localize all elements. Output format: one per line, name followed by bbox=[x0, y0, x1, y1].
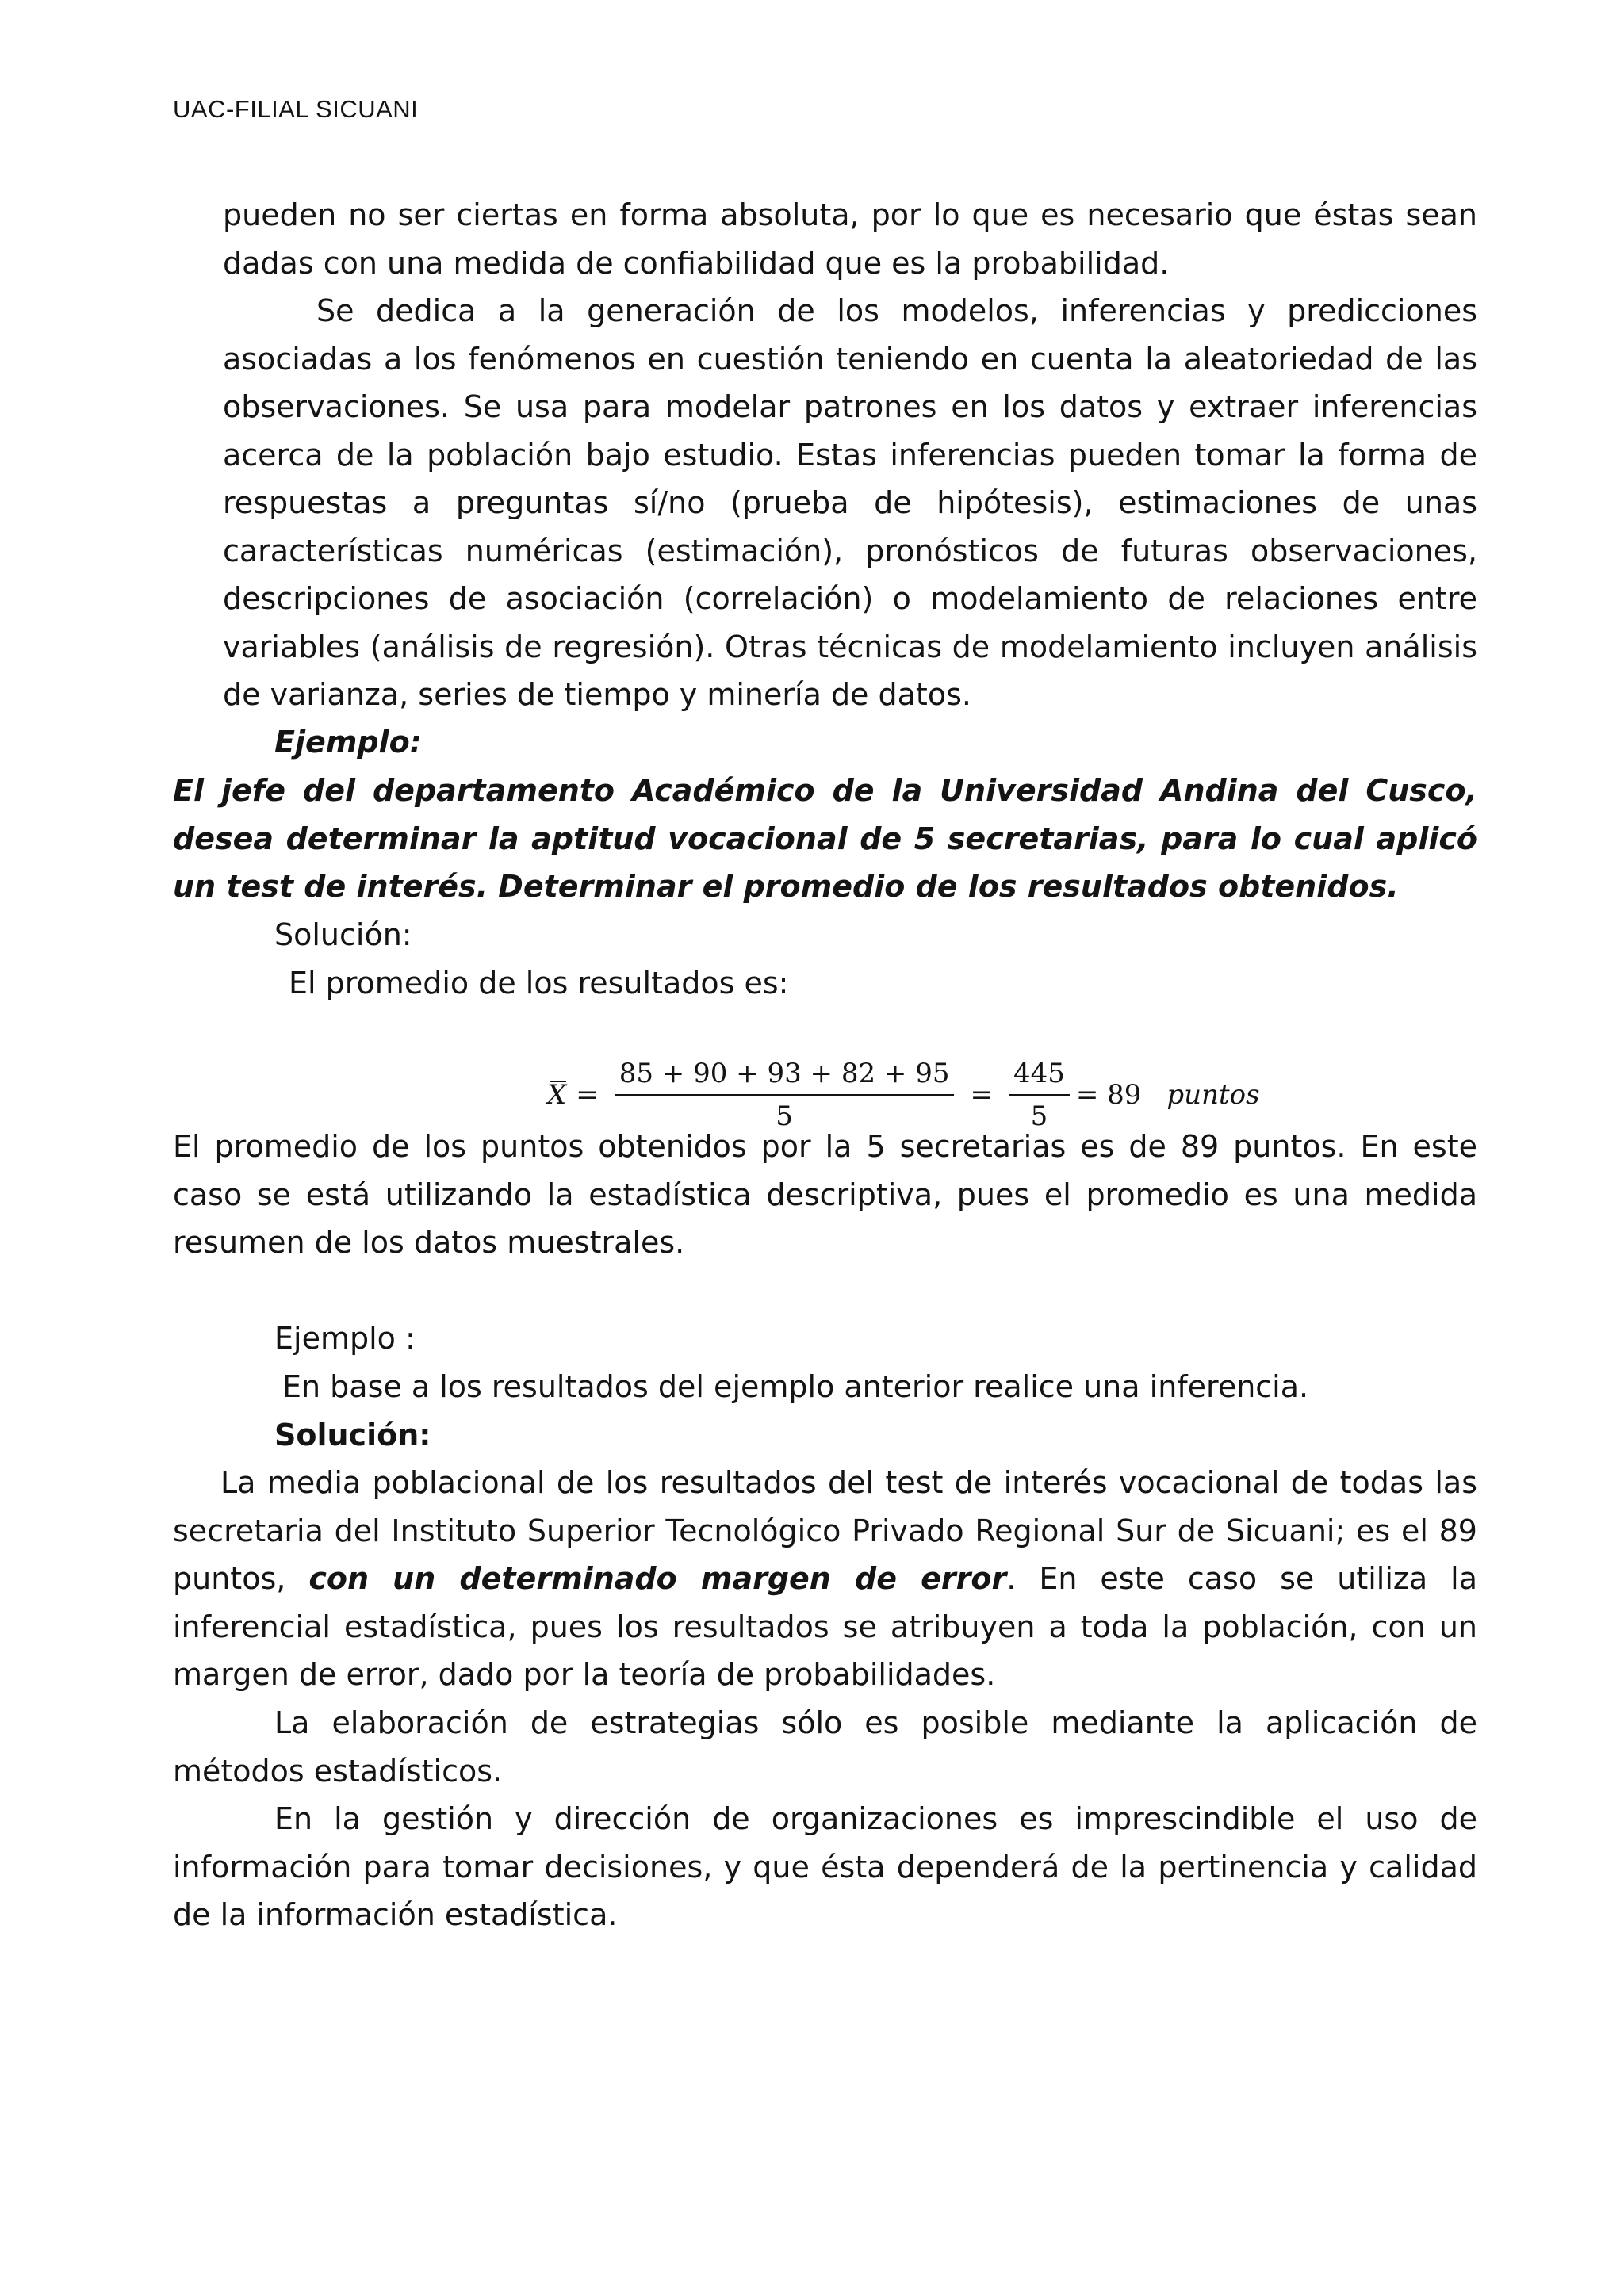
equals-sign: = bbox=[970, 1079, 993, 1111]
example-1-heading: Ejemplo: bbox=[274, 725, 422, 760]
equals-sign: = bbox=[576, 1079, 599, 1111]
answer-emphasis: con un determinado margen de error bbox=[308, 1561, 1007, 1596]
paragraph-inferential-statistics: Se dedica a la generación de los modelos, inferencias y predicciones asociadas a los fenómenos en cuestión teniendo en cuenta la aleatoriedad de las observaciones. Se usa para modelar patrones en los datos y extraer inferencias acerca de la población bajo estudio. Estas inferencias pueden tomar la forma de respuestas a preguntas sí/no (prueba de hipótesis), estimaciones de unas características numéricas (estimación), pronósticos de futuras observaciones, descripciones de asociación (correlación) o modelamiento de relaciones entre variables (análisis de regresión). Otras técnicas de modelamiento incluyen análisis de varianza, series de tiempo y minería de datos. bbox=[223, 293, 1477, 712]
answer-text-part2: . En este caso se utiliza la inferencial estadística, pues los resultados se atribuyen a toda la población, con un margen de error, dado por la teoría de probabilidades. bbox=[173, 1561, 1477, 1692]
example-1-solution-label: Solución: bbox=[274, 917, 412, 952]
total-numerator: 445 bbox=[1009, 1058, 1070, 1096]
example-2-answer bbox=[173, 1459, 1477, 1699]
page-header: UAC-FILIAL SICUANI bbox=[173, 95, 419, 123]
example-1-statement: El jefe del departamento Académico de la Universidad Andina del Cusco, desea determinar la aptitud vocacional de 5 secretarias, para lo cual aplicó un test de interés. Determinar el promedio de los resultados obtenidos. bbox=[173, 773, 1477, 904]
answer-text-part1: La media poblacional de los resultados del test de interés vocacional de todas las secretaria del Instituto Superior Tecnológico Privado Regional Sur de Sicuani; es el 89 puntos, bbox=[173, 1465, 1477, 1596]
sum-fraction bbox=[615, 1058, 955, 1132]
sum-numerator: 85 + 90 + 93 + 82 + 95 bbox=[615, 1058, 955, 1096]
sum-denominator: 5 bbox=[776, 1100, 793, 1132]
paragraph-strategies: La elaboración de estrategias sólo es posible mediante la aplicación de métodos estadísticos. bbox=[173, 1705, 1477, 1789]
total-denominator: 5 bbox=[1030, 1100, 1048, 1132]
total-fraction bbox=[1009, 1058, 1070, 1132]
mean-symbol: X bbox=[547, 1079, 567, 1111]
example-2-statement: En base a los resultados del ejemplo anterior realice una inferencia. bbox=[282, 1369, 1309, 1404]
mean-units: puntos bbox=[1166, 1079, 1260, 1111]
paragraph-continuation: pueden no ser ciertas en forma absoluta, por lo que es necesario que éstas sean dadas con una medida de confiabilidad que es la probabilidad. bbox=[223, 197, 1477, 281]
example-1-conclusion: El promedio de los puntos obtenidos por la 5 secretarias es de 89 puntos. En este caso se está utilizando la estadística descriptiva, pues el promedio es una medida resumen de los datos muestrales. bbox=[173, 1129, 1477, 1260]
example-2-heading: Ejemplo : bbox=[274, 1321, 416, 1356]
example-2-solution-label: Solución: bbox=[274, 1418, 431, 1452]
example-1-solution-intro: El promedio de los resultados es: bbox=[289, 966, 789, 1001]
mean-result: = 89 bbox=[1075, 1079, 1142, 1111]
paragraph-management: En la gestión y dirección de organizaciones es imprescindible el uso de información para tomar decisiones, y que ésta dependerá de la pertinencia y calidad de la información estadística. bbox=[173, 1801, 1477, 1932]
